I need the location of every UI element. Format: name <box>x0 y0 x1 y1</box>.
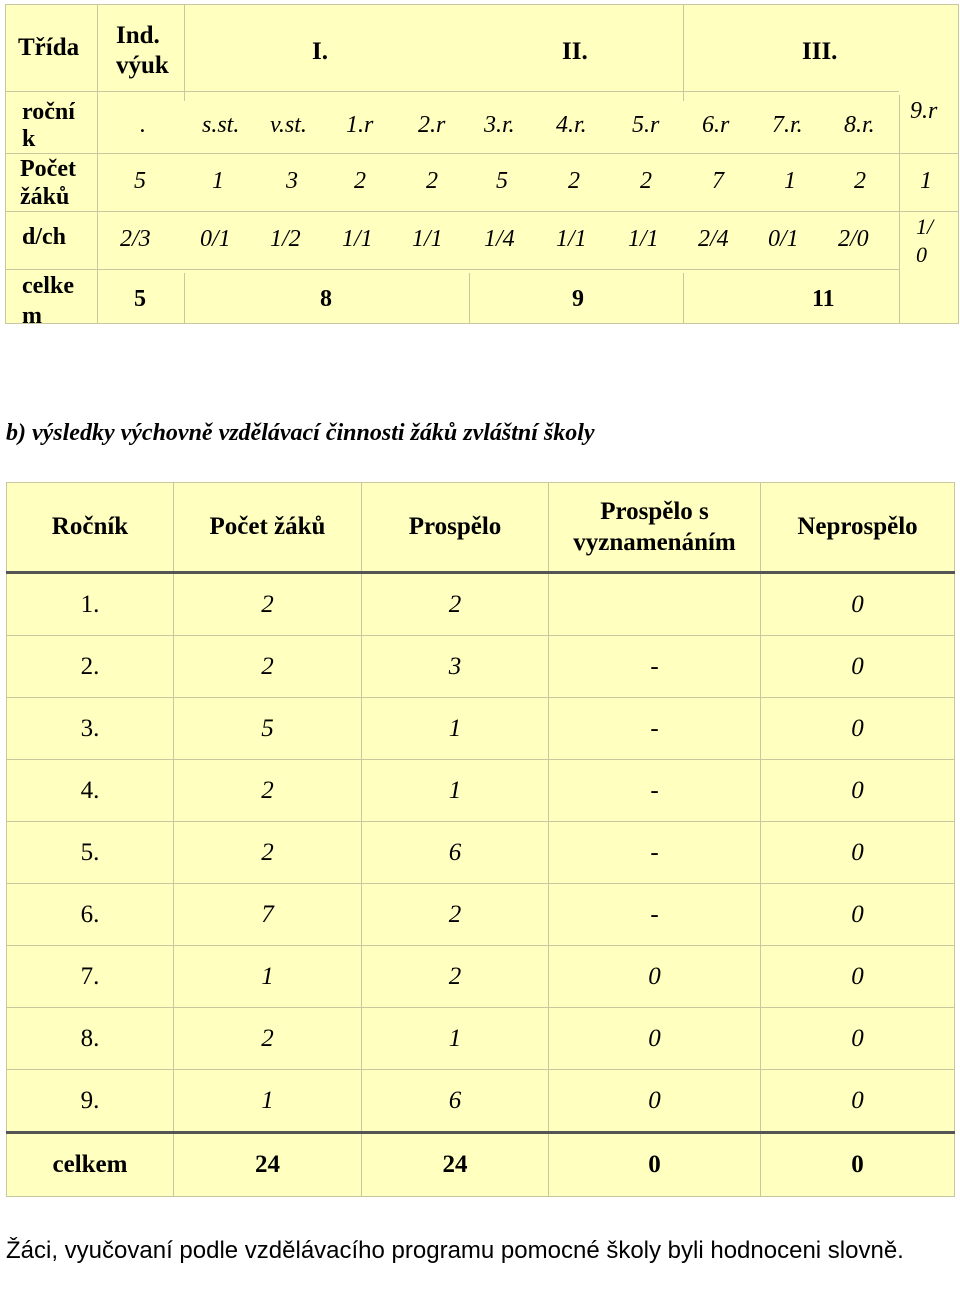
row-rocnik: 8. <box>7 1008 174 1070</box>
row-neprospelo: 0 <box>761 822 955 884</box>
row-neprospelo: 0 <box>761 884 955 946</box>
pocet-zaku-value: 2 <box>568 168 580 194</box>
pocet-zaku-value: 1 <box>784 168 796 194</box>
section-heading: b) výsledky výchovně vzdělávací činnosti žáků zvláštní školy <box>6 420 595 446</box>
row-vyznamenani: - <box>549 884 761 946</box>
results-header-row <box>7 483 955 573</box>
celkem-value: 11 <box>812 286 835 312</box>
table-row <box>7 946 955 1008</box>
dch-value: 1/1 <box>556 226 587 252</box>
rocnik-value: 7.r. <box>772 112 803 138</box>
row-prospelo: 3 <box>362 636 549 698</box>
pocet-zaku-value: 2 <box>426 168 438 194</box>
dch-value: 1/4 <box>484 226 515 252</box>
row-rocnik: 7. <box>7 946 174 1008</box>
table-row <box>7 760 955 822</box>
dch-value: 1/1 <box>412 226 443 252</box>
pocet-zaku-value: 2 <box>854 168 866 194</box>
row-rocnik: 4. <box>7 760 174 822</box>
row-rocnik: 5. <box>7 822 174 884</box>
dch-value: 0/1 <box>200 226 231 252</box>
dch-value: 1/1 <box>628 226 659 252</box>
row-pocet-zaku: 2 <box>174 822 362 884</box>
rocnik-value: 8.r. <box>844 112 875 138</box>
table-row <box>7 1070 955 1133</box>
header-group-3: III. <box>802 38 838 65</box>
total-vyznamenani: 0 <box>549 1133 761 1197</box>
pocet-zaku-value: 5 <box>496 168 508 194</box>
row-pocet-zaku: 2 <box>174 1008 362 1070</box>
rocnik-value: v.st. <box>270 112 307 138</box>
row-prospelo: 1 <box>362 1008 549 1070</box>
pocet-zaku-value: 2 <box>640 168 652 194</box>
row-label-celkem: celke m <box>22 273 74 323</box>
row-label-rocnik: roční k <box>22 99 75 152</box>
table-row <box>7 636 955 698</box>
pocet-zaku-value: 3 <box>286 168 298 194</box>
row-neprospelo: 0 <box>761 1008 955 1070</box>
pocet-zaku-value: 5 <box>134 168 146 194</box>
header-ind-vyuk: Ind. výuk <box>116 22 169 79</box>
rocnik-value: 2.r <box>418 112 446 138</box>
header-prospelo-s-vyznamenanim: Prospělo s vyznamenáním <box>549 483 761 573</box>
pocet-zaku-value: 1 <box>920 168 932 194</box>
row-prospelo: 1 <box>362 698 549 760</box>
row-vyznamenani: - <box>549 822 761 884</box>
total-label: celkem <box>7 1133 174 1197</box>
rocnik-value: 6.r <box>702 112 730 138</box>
row-neprospelo: 0 <box>761 573 955 636</box>
header-rocnik: Ročník <box>7 483 174 573</box>
row-vyznamenani: - <box>549 760 761 822</box>
row-vyznamenani: - <box>549 636 761 698</box>
header-neprospelo: Neprospělo <box>761 483 955 573</box>
total-row <box>7 1133 955 1197</box>
row-pocet-zaku: 7 <box>174 884 362 946</box>
header-trida: Třída <box>18 34 80 61</box>
rocnik-value: . <box>140 112 146 138</box>
header-prospelo: Prospělo <box>362 483 549 573</box>
row-prospelo: 2 <box>362 884 549 946</box>
dch-value: 1/1 <box>342 226 373 252</box>
row-rocnik: 6. <box>7 884 174 946</box>
table-row <box>7 698 955 760</box>
dch-value: 2/4 <box>698 226 729 252</box>
row-rocnik: 9. <box>7 1070 174 1133</box>
row-pocet-zaku: 2 <box>174 573 362 636</box>
header-group-1: I. <box>312 38 328 65</box>
row-vyznamenani: 0 <box>549 1008 761 1070</box>
header-group-2: II. <box>562 38 588 65</box>
total-neprospelo: 0 <box>761 1133 955 1197</box>
celkem-value: 5 <box>134 286 146 312</box>
rocnik-value: s.st. <box>202 112 240 138</box>
row-pocet-zaku: 1 <box>174 946 362 1008</box>
row-neprospelo: 0 <box>761 760 955 822</box>
row-prospelo: 6 <box>362 822 549 884</box>
row-prospelo: 1 <box>362 760 549 822</box>
table-row <box>7 884 955 946</box>
row-label-pocet-zaku: Počet žáků <box>20 156 76 210</box>
rocnik-value: 5.r <box>632 112 660 138</box>
row-pocet-zaku: 5 <box>174 698 362 760</box>
table-row <box>7 573 955 636</box>
dch-value: 1/ 0 <box>916 214 934 267</box>
pocet-zaku-value: 1 <box>212 168 224 194</box>
row-vyznamenani: 0 <box>549 1070 761 1133</box>
rocnik-value: 3.r. <box>484 112 515 138</box>
row-vyznamenani <box>549 573 761 636</box>
row-pocet-zaku: 2 <box>174 760 362 822</box>
rocnik-value: 9.r <box>910 98 938 124</box>
row-pocet-zaku: 1 <box>174 1070 362 1133</box>
pocet-zaku-value: 7 <box>712 168 724 194</box>
row-prospelo: 2 <box>362 946 549 1008</box>
rocnik-value: 4.r. <box>556 112 587 138</box>
row-neprospelo: 0 <box>761 698 955 760</box>
celkem-value: 8 <box>320 286 332 312</box>
row-vyznamenani: - <box>549 698 761 760</box>
row-neprospelo: 0 <box>761 946 955 1008</box>
celkem-value: 9 <box>572 286 584 312</box>
dch-value: 0/1 <box>768 226 799 252</box>
row-prospelo: 6 <box>362 1070 549 1133</box>
table-row <box>7 1008 955 1070</box>
row-rocnik: 3. <box>7 698 174 760</box>
row-rocnik: 2. <box>7 636 174 698</box>
dch-value: 2/0 <box>838 226 869 252</box>
pocet-zaku-value: 2 <box>354 168 366 194</box>
rocnik-value: 1.r <box>346 112 374 138</box>
dch-value: 2/3 <box>120 226 151 252</box>
row-rocnik: 1. <box>7 573 174 636</box>
row-pocet-zaku: 2 <box>174 636 362 698</box>
class-overview-table <box>5 4 959 324</box>
row-label-dch: d/ch <box>22 224 67 250</box>
table-row <box>7 822 955 884</box>
row-neprospelo: 0 <box>761 1070 955 1133</box>
row-neprospelo: 0 <box>761 636 955 698</box>
row-vyznamenani: 0 <box>549 946 761 1008</box>
footer-note: Žáci, vyučovaní podle vzdělávacího programu pomocné školy byli hodnoceni slovně. <box>6 1237 904 1264</box>
row-prospelo: 2 <box>362 573 549 636</box>
total-prospelo: 24 <box>362 1133 549 1197</box>
dch-value: 1/2 <box>270 226 301 252</box>
header-pocet-zaku: Počet žáků <box>174 483 362 573</box>
total-pocet-zaku: 24 <box>174 1133 362 1197</box>
results-table <box>6 482 955 1197</box>
